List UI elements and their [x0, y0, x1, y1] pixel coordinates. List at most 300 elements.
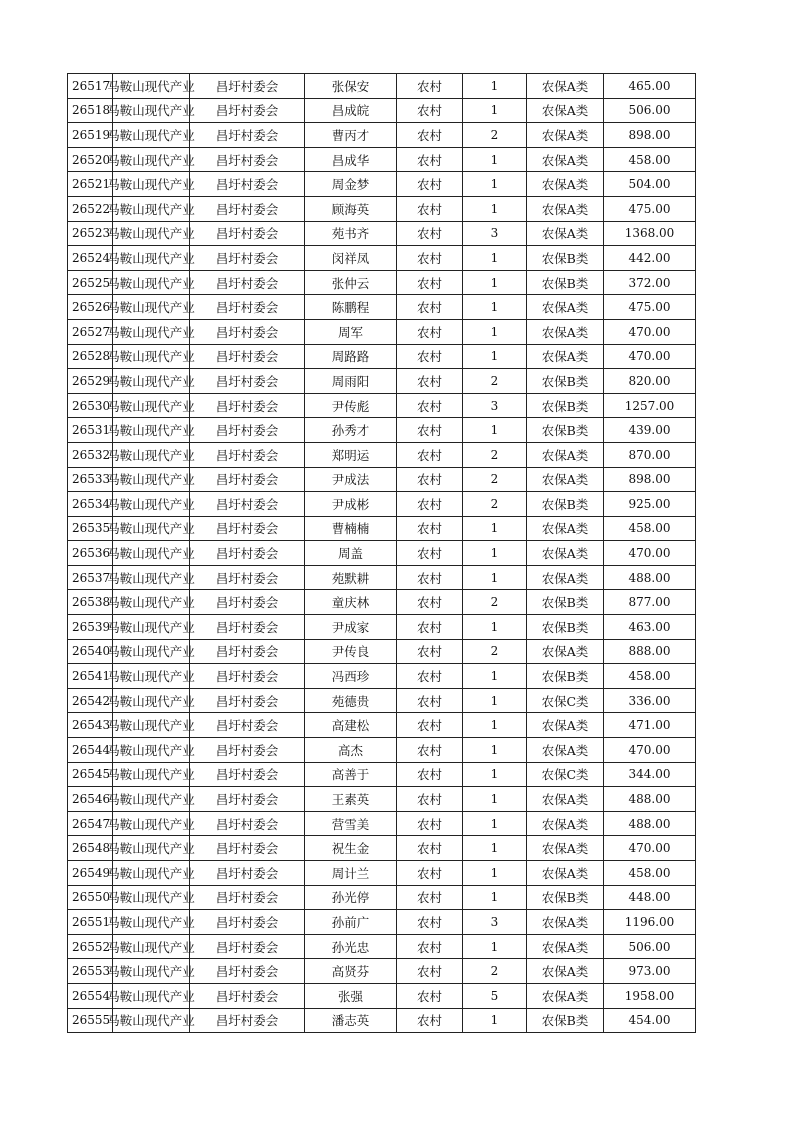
cell-count: 1 [463, 836, 527, 861]
cell-id: 26547 [68, 811, 113, 836]
cell-amount: 470.00 [604, 738, 696, 763]
cell-type: 农村 [397, 98, 463, 123]
cell-amount: 1196.00 [604, 910, 696, 935]
cell-id: 26531 [68, 418, 113, 443]
cell-id: 26549 [68, 861, 113, 886]
cell-org [107, 885, 195, 910]
cell-org [107, 762, 195, 787]
cell-id: 26524 [68, 246, 113, 271]
cell-village: 昌圩村委会 [190, 590, 305, 615]
cell-id: 26530 [68, 393, 113, 418]
cell-count: 1 [463, 418, 527, 443]
table-row [68, 492, 696, 517]
cell-org-text: 马鞍山现代产业 [107, 177, 195, 193]
cell-amount: 458.00 [604, 861, 696, 886]
cell-amount: 488.00 [604, 565, 696, 590]
cell-count: 1 [463, 147, 527, 172]
cell-id: 26546 [68, 787, 113, 812]
cell-name: 周路路 [305, 344, 397, 369]
cell-count: 1 [463, 787, 527, 812]
cell-id: 26521 [68, 172, 113, 197]
cell-org [107, 221, 195, 246]
cell-type: 农村 [397, 74, 463, 99]
cell-type: 农村 [397, 590, 463, 615]
cell-amount: 973.00 [604, 959, 696, 984]
cell-category: 农保A类 [527, 516, 604, 541]
cell-amount: 470.00 [604, 344, 696, 369]
cell-name: 闵祥凤 [305, 246, 397, 271]
cell-category: 农保A类 [527, 221, 604, 246]
cell-amount: 471.00 [604, 713, 696, 738]
table-row [68, 74, 696, 99]
cell-amount: 458.00 [604, 147, 696, 172]
cell-org [107, 123, 195, 148]
cell-village: 昌圩村委会 [190, 344, 305, 369]
cell-org-text: 马鞍山现代产业 [107, 250, 195, 266]
cell-type: 农村 [397, 885, 463, 910]
table-row [68, 762, 696, 787]
cell-amount: 439.00 [604, 418, 696, 443]
cell-village: 昌圩村委会 [190, 664, 305, 689]
cell-village: 昌圩村委会 [190, 1008, 305, 1033]
cell-category: 农保A类 [527, 541, 604, 566]
cell-amount: 506.00 [604, 98, 696, 123]
cell-village: 昌圩村委会 [190, 172, 305, 197]
cell-org-text: 马鞍山现代产业 [107, 103, 195, 119]
table-row [68, 959, 696, 984]
cell-amount: 898.00 [604, 467, 696, 492]
cell-count: 1 [463, 295, 527, 320]
cell-name: 尹成彬 [305, 492, 397, 517]
table-row [68, 147, 696, 172]
cell-org [107, 369, 195, 394]
cell-type: 农村 [397, 369, 463, 394]
cell-name: 孙秀才 [305, 418, 397, 443]
cell-id: 26529 [68, 369, 113, 394]
cell-id: 26537 [68, 565, 113, 590]
cell-org [107, 270, 195, 295]
cell-count: 3 [463, 910, 527, 935]
cell-category: 农保C类 [527, 688, 604, 713]
cell-count: 1 [463, 319, 527, 344]
cell-name: 潘志英 [305, 1008, 397, 1033]
cell-org [107, 418, 195, 443]
cell-org-text: 马鞍山现代产业 [107, 988, 195, 1004]
cell-name: 周计兰 [305, 861, 397, 886]
cell-org [107, 492, 195, 517]
cell-count: 1 [463, 664, 527, 689]
cell-org-text: 马鞍山现代产业 [107, 349, 195, 365]
cell-id: 26538 [68, 590, 113, 615]
cell-category: 农保A类 [527, 442, 604, 467]
cell-type: 农村 [397, 713, 463, 738]
cell-village: 昌圩村委会 [190, 639, 305, 664]
cell-category: 农保A类 [527, 934, 604, 959]
cell-org [107, 74, 195, 99]
cell-village: 昌圩村委会 [190, 295, 305, 320]
data-table [67, 73, 696, 1033]
cell-name: 高贤芬 [305, 959, 397, 984]
cell-org [107, 442, 195, 467]
cell-amount: 1958.00 [604, 983, 696, 1008]
cell-id: 26551 [68, 910, 113, 935]
cell-org [107, 1008, 195, 1033]
cell-type: 农村 [397, 393, 463, 418]
cell-count: 1 [463, 74, 527, 99]
cell-category: 农保A类 [527, 959, 604, 984]
cell-village: 昌圩村委会 [190, 615, 305, 640]
cell-amount: 504.00 [604, 172, 696, 197]
cell-name: 昌成华 [305, 147, 397, 172]
table-row [68, 811, 696, 836]
cell-village: 昌圩村委会 [190, 270, 305, 295]
cell-type: 农村 [397, 418, 463, 443]
cell-name: 苑德贵 [305, 688, 397, 713]
cell-village: 昌圩村委会 [190, 467, 305, 492]
cell-village: 昌圩村委会 [190, 74, 305, 99]
cell-village: 昌圩村委会 [190, 565, 305, 590]
table-row [68, 688, 696, 713]
cell-name: 周雨阳 [305, 369, 397, 394]
cell-type: 农村 [397, 639, 463, 664]
cell-name: 高杰 [305, 738, 397, 763]
table-row [68, 123, 696, 148]
cell-id: 26548 [68, 836, 113, 861]
cell-count: 5 [463, 983, 527, 1008]
cell-name: 营雪美 [305, 811, 397, 836]
table-row [68, 98, 696, 123]
cell-village: 昌圩村委会 [190, 369, 305, 394]
cell-amount: 470.00 [604, 319, 696, 344]
cell-amount: 506.00 [604, 934, 696, 959]
cell-category: 农保B类 [527, 369, 604, 394]
cell-org [107, 196, 195, 221]
cell-org [107, 516, 195, 541]
cell-id: 26541 [68, 664, 113, 689]
cell-type: 农村 [397, 910, 463, 935]
cell-id: 26527 [68, 319, 113, 344]
cell-category: 农保B类 [527, 664, 604, 689]
cell-type: 农村 [397, 787, 463, 812]
table-row [68, 615, 696, 640]
cell-org [107, 172, 195, 197]
cell-category: 农保A类 [527, 196, 604, 221]
cell-category: 农保B类 [527, 590, 604, 615]
cell-type: 农村 [397, 123, 463, 148]
cell-category: 农保A类 [527, 172, 604, 197]
cell-org-text: 马鞍山现代产业 [107, 841, 195, 857]
cell-category: 农保B类 [527, 885, 604, 910]
cell-org-text: 马鞍山现代产业 [107, 890, 195, 906]
cell-name: 苑书齐 [305, 221, 397, 246]
table-row [68, 590, 696, 615]
cell-id: 26522 [68, 196, 113, 221]
cell-type: 农村 [397, 688, 463, 713]
cell-count: 1 [463, 246, 527, 271]
cell-amount: 470.00 [604, 541, 696, 566]
cell-village: 昌圩村委会 [190, 861, 305, 886]
cell-category: 农保A类 [527, 123, 604, 148]
cell-village: 昌圩村委会 [190, 147, 305, 172]
cell-name: 周金梦 [305, 172, 397, 197]
cell-count: 1 [463, 934, 527, 959]
cell-name: 孙光停 [305, 885, 397, 910]
cell-type: 农村 [397, 836, 463, 861]
cell-org [107, 615, 195, 640]
table-row [68, 270, 696, 295]
table-row [68, 861, 696, 886]
cell-name: 高善于 [305, 762, 397, 787]
cell-category: 农保B类 [527, 393, 604, 418]
cell-name: 曹楠楠 [305, 516, 397, 541]
table-row [68, 442, 696, 467]
cell-id: 26536 [68, 541, 113, 566]
cell-name: 祝生金 [305, 836, 397, 861]
cell-org-text: 马鞍山现代产业 [107, 816, 195, 832]
cell-org [107, 246, 195, 271]
cell-village: 昌圩村委会 [190, 713, 305, 738]
cell-village: 昌圩村委会 [190, 516, 305, 541]
cell-org [107, 787, 195, 812]
cell-category: 农保A类 [527, 319, 604, 344]
cell-type: 农村 [397, 492, 463, 517]
table-row [68, 934, 696, 959]
cell-amount: 488.00 [604, 811, 696, 836]
cell-category: 农保B类 [527, 1008, 604, 1033]
table-row [68, 787, 696, 812]
cell-village: 昌圩村委会 [190, 418, 305, 443]
table-row [68, 369, 696, 394]
cell-org [107, 565, 195, 590]
cell-village: 昌圩村委会 [190, 541, 305, 566]
cell-category: 农保A类 [527, 98, 604, 123]
cell-village: 昌圩村委会 [190, 787, 305, 812]
cell-org-text: 马鞍山现代产业 [107, 570, 195, 586]
cell-village: 昌圩村委会 [190, 934, 305, 959]
cell-name: 王素英 [305, 787, 397, 812]
cell-name: 昌成皖 [305, 98, 397, 123]
cell-count: 2 [463, 590, 527, 615]
cell-org-text: 马鞍山现代产业 [107, 669, 195, 685]
table-row [68, 221, 696, 246]
cell-type: 农村 [397, 983, 463, 1008]
cell-org [107, 147, 195, 172]
cell-org-text: 马鞍山现代产业 [107, 718, 195, 734]
table-row [68, 516, 696, 541]
cell-org-text: 马鞍山现代产业 [107, 595, 195, 611]
cell-org-text: 马鞍山现代产业 [107, 226, 195, 242]
cell-org [107, 910, 195, 935]
table-row [68, 196, 696, 221]
table-row [68, 565, 696, 590]
cell-id: 26554 [68, 983, 113, 1008]
cell-amount: 1368.00 [604, 221, 696, 246]
cell-org-text: 马鞍山现代产业 [107, 324, 195, 340]
cell-org-text: 马鞍山现代产业 [107, 447, 195, 463]
cell-count: 2 [463, 492, 527, 517]
cell-id: 26535 [68, 516, 113, 541]
cell-count: 2 [463, 442, 527, 467]
cell-category: 农保A类 [527, 910, 604, 935]
cell-category: 农保A类 [527, 811, 604, 836]
cell-count: 1 [463, 1008, 527, 1033]
cell-village: 昌圩村委会 [190, 885, 305, 910]
cell-name: 孙前广 [305, 910, 397, 935]
cell-org [107, 836, 195, 861]
cell-name: 张强 [305, 983, 397, 1008]
cell-name: 周军 [305, 319, 397, 344]
cell-org [107, 344, 195, 369]
cell-count: 1 [463, 885, 527, 910]
cell-count: 2 [463, 123, 527, 148]
table-row [68, 983, 696, 1008]
cell-category: 农保A类 [527, 344, 604, 369]
cell-category: 农保A类 [527, 983, 604, 1008]
cell-village: 昌圩村委会 [190, 393, 305, 418]
cell-name: 尹传彪 [305, 393, 397, 418]
cell-amount: 448.00 [604, 885, 696, 910]
cell-count: 3 [463, 221, 527, 246]
cell-id: 26555 [68, 1008, 113, 1033]
cell-count: 1 [463, 172, 527, 197]
cell-amount: 820.00 [604, 369, 696, 394]
cell-id: 26544 [68, 738, 113, 763]
cell-village: 昌圩村委会 [190, 123, 305, 148]
cell-count: 1 [463, 688, 527, 713]
table-row [68, 319, 696, 344]
cell-count: 1 [463, 516, 527, 541]
table-row [68, 664, 696, 689]
cell-type: 农村 [397, 565, 463, 590]
cell-name: 童庆林 [305, 590, 397, 615]
table-row [68, 172, 696, 197]
table-row [68, 639, 696, 664]
cell-org [107, 811, 195, 836]
cell-org [107, 319, 195, 344]
cell-name: 曹丙才 [305, 123, 397, 148]
cell-amount: 372.00 [604, 270, 696, 295]
cell-org-text: 马鞍山现代产业 [107, 423, 195, 439]
cell-type: 农村 [397, 147, 463, 172]
table-row [68, 1008, 696, 1033]
cell-type: 农村 [397, 615, 463, 640]
cell-org-text: 马鞍山现代产业 [107, 496, 195, 512]
cell-count: 1 [463, 762, 527, 787]
cell-org-text: 马鞍山现代产业 [107, 767, 195, 783]
cell-amount: 454.00 [604, 1008, 696, 1033]
cell-name: 尹成法 [305, 467, 397, 492]
cell-name: 顾海英 [305, 196, 397, 221]
cell-village: 昌圩村委会 [190, 196, 305, 221]
cell-amount: 463.00 [604, 615, 696, 640]
cell-name: 孙光忠 [305, 934, 397, 959]
cell-category: 农保A类 [527, 738, 604, 763]
cell-org-text: 马鞍山现代产业 [107, 914, 195, 930]
cell-type: 农村 [397, 442, 463, 467]
cell-village: 昌圩村委会 [190, 492, 305, 517]
cell-org [107, 713, 195, 738]
table-row [68, 713, 696, 738]
cell-id: 26553 [68, 959, 113, 984]
cell-village: 昌圩村委会 [190, 246, 305, 271]
cell-village: 昌圩村委会 [190, 738, 305, 763]
table-row [68, 541, 696, 566]
cell-category: 农保B类 [527, 418, 604, 443]
cell-id: 26542 [68, 688, 113, 713]
cell-count: 1 [463, 738, 527, 763]
cell-category: 农保B类 [527, 270, 604, 295]
cell-category: 农保B类 [527, 492, 604, 517]
cell-id: 26545 [68, 762, 113, 787]
cell-count: 1 [463, 713, 527, 738]
cell-amount: 458.00 [604, 664, 696, 689]
cell-category: 农保C类 [527, 762, 604, 787]
cell-type: 农村 [397, 811, 463, 836]
cell-type: 农村 [397, 738, 463, 763]
table-row [68, 393, 696, 418]
cell-village: 昌圩村委会 [190, 688, 305, 713]
cell-category: 农保B类 [527, 246, 604, 271]
cell-count: 1 [463, 861, 527, 886]
cell-type: 农村 [397, 959, 463, 984]
cell-org-text: 马鞍山现代产业 [107, 398, 195, 414]
cell-type: 农村 [397, 246, 463, 271]
cell-village: 昌圩村委会 [190, 811, 305, 836]
cell-id: 26532 [68, 442, 113, 467]
cell-id: 26534 [68, 492, 113, 517]
cell-category: 农保A类 [527, 713, 604, 738]
cell-amount: 465.00 [604, 74, 696, 99]
cell-category: 农保A类 [527, 147, 604, 172]
cell-category: 农保A类 [527, 565, 604, 590]
cell-count: 3 [463, 393, 527, 418]
cell-org-text: 马鞍山现代产业 [107, 742, 195, 758]
cell-id: 26539 [68, 615, 113, 640]
cell-amount: 870.00 [604, 442, 696, 467]
cell-type: 农村 [397, 467, 463, 492]
cell-category: 农保A类 [527, 74, 604, 99]
cell-org [107, 541, 195, 566]
cell-count: 2 [463, 369, 527, 394]
cell-village: 昌圩村委会 [190, 221, 305, 246]
cell-count: 1 [463, 98, 527, 123]
cell-org [107, 664, 195, 689]
cell-amount: 475.00 [604, 196, 696, 221]
cell-category: 农保A类 [527, 467, 604, 492]
cell-org [107, 467, 195, 492]
cell-amount: 888.00 [604, 639, 696, 664]
cell-org-text: 马鞍山现代产业 [107, 644, 195, 660]
cell-amount: 877.00 [604, 590, 696, 615]
cell-org [107, 688, 195, 713]
cell-village: 昌圩村委会 [190, 836, 305, 861]
table-row [68, 910, 696, 935]
cell-id: 26520 [68, 147, 113, 172]
cell-org [107, 393, 195, 418]
cell-amount: 336.00 [604, 688, 696, 713]
cell-category: 农保A类 [527, 861, 604, 886]
cell-org-text: 马鞍山现代产业 [107, 693, 195, 709]
cell-count: 1 [463, 811, 527, 836]
cell-category: 农保A类 [527, 787, 604, 812]
cell-type: 农村 [397, 196, 463, 221]
cell-org-text: 马鞍山现代产业 [107, 373, 195, 389]
cell-id: 26517 [68, 74, 113, 99]
cell-name: 苑默耕 [305, 565, 397, 590]
cell-org-text: 马鞍山现代产业 [107, 939, 195, 955]
cell-id: 26526 [68, 295, 113, 320]
cell-village: 昌圩村委会 [190, 442, 305, 467]
